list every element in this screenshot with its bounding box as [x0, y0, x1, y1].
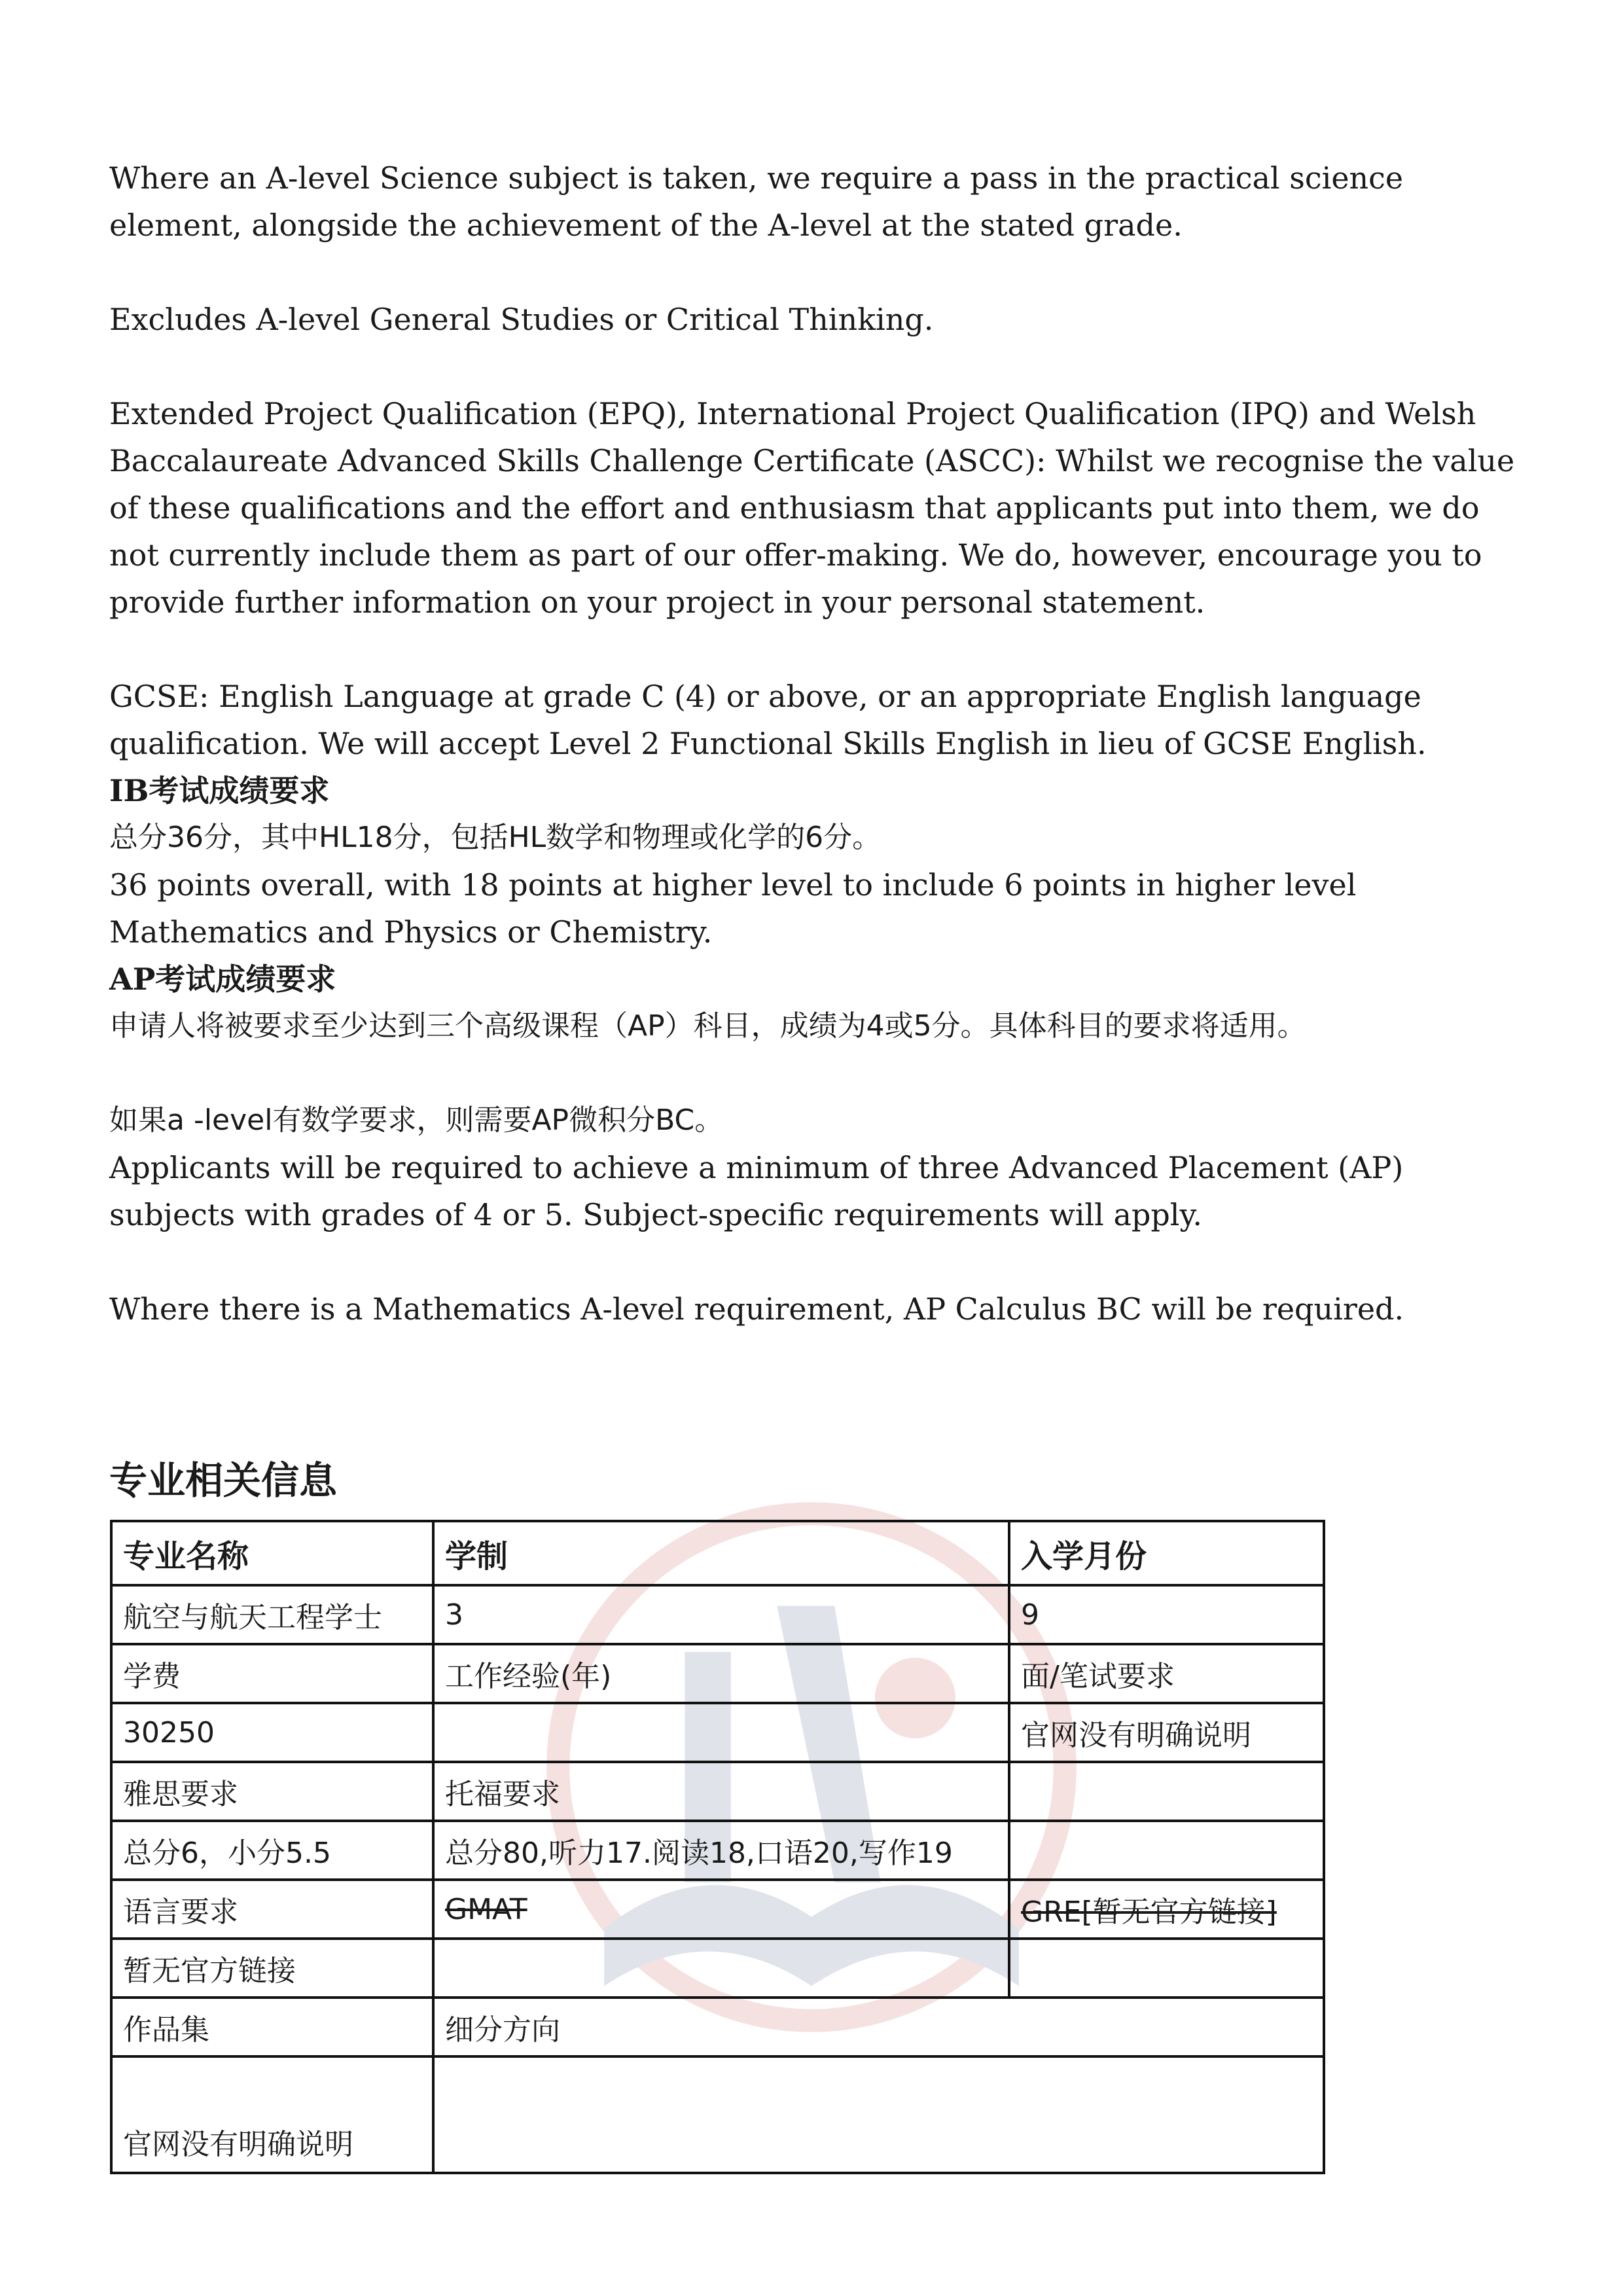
table-row [111, 1821, 1324, 1880]
table-row [111, 1880, 1324, 1939]
paragraph-epq: Extended Project Qualification (EPQ), International Project Qualification (IPQ) and Welsh Baccalaureate Advanced Skills Challenge Certificate (ASCC): Whilst we recognise the value of these qualifications and the effort and enthusiasm that applicants put into them, we do not currently include them as part of our offer-making. We do, however, encourage you to provide further information on your project in your personal statement. [109, 396, 1515, 620]
portfolio-value: 官网没有明确说明 [111, 2056, 433, 2173]
document-body [109, 154, 1523, 1333]
ielts-label: 雅思要求 [111, 1762, 433, 1821]
ap-requirement-en: Applicants will be required to achieve a minimum of three Advanced Placement (AP) subjects with grades of 4 or 5. Subject-specific requirements will apply. [109, 1150, 1404, 1232]
tuition-label: 学费 [111, 1644, 433, 1703]
table-row [111, 1762, 1324, 1821]
ap-heading: AP考试成绩要求 [109, 961, 336, 997]
empty-cell [1009, 1762, 1324, 1821]
paragraph-gcse: GCSE: English Language at grade C (4) or above, or an appropriate English language qualification. We will accept Level 2 Functional Skills English in lieu of GCSE English. [109, 679, 1427, 761]
ib-requirement-en: 36 points overall, with 18 points at higher level to include 6 points in higher level Mathematics and Physics or Chemistry. [109, 867, 1357, 950]
table-row [111, 1939, 1324, 1998]
work-experience-value [433, 1703, 1009, 1762]
gmat-label: GMAT [433, 1880, 1009, 1939]
interview-requirement-value: 官网没有明确说明 [1009, 1703, 1324, 1762]
gre-label: GRE[暂无官方链接] [1009, 1880, 1324, 1939]
ielts-value: 总分6，小分5.5 [111, 1821, 433, 1880]
table-row [111, 1585, 1324, 1644]
language-requirement-value: 暂无官方链接 [111, 1939, 433, 1998]
ib-heading: IB考试成绩要求 [109, 773, 330, 808]
table-row [111, 1998, 1324, 2056]
table-row [111, 2056, 1324, 2173]
duration-value: 3 [433, 1585, 1009, 1644]
paragraph-excludes: Excludes A-level General Studies or Critical Thinking. [109, 302, 934, 337]
header-program-name: 专业名称 [111, 1521, 433, 1585]
paragraph-science-practical: Where an A-level Science subject is taken, we require a pass in the practical science element, alongside the achievement of the A-level at the stated grade. [109, 160, 1404, 243]
work-experience-label: 工作经验(年) [433, 1644, 1009, 1703]
header-duration: 学制 [433, 1521, 1009, 1585]
language-requirement-label: 语言要求 [111, 1880, 433, 1939]
specialization-label: 细分方向 [433, 1998, 1324, 2056]
section-title: 专业相关信息 [109, 1458, 338, 1503]
ap-math-requirement-zh: 如果a -level有数学要求，则需要AP微积分BC。 [109, 1103, 724, 1137]
program-name-value: 航空与航天工程学士 [111, 1585, 433, 1644]
tuition-value: 30250 [111, 1703, 433, 1762]
interview-requirement-label: 面/笔试要求 [1009, 1644, 1324, 1703]
header-intake-month: 入学月份 [1009, 1521, 1324, 1585]
ap-math-requirement-en: Where there is a Mathematics A-level requirement, AP Calculus BC will be required. [109, 1291, 1404, 1327]
gre-value [1009, 1939, 1324, 1998]
specialization-value [433, 2056, 1324, 2173]
ap-requirement-zh: 申请人将被要求至少达到三个高级课程（AP）科目，成绩为4或5分。具体科目的要求将适用。 [109, 1009, 1306, 1043]
table-row [111, 1644, 1324, 1703]
table-row [111, 1703, 1324, 1762]
table-header-row [111, 1521, 1324, 1585]
toefl-value: 总分80,听力17.阅读18,口语20,写作19 [433, 1821, 1009, 1880]
gmat-value [433, 1939, 1009, 1998]
ib-requirement-zh: 总分36分，其中HL18分，包括HL数学和物理或化学的6分。 [109, 821, 882, 854]
intake-month-value: 9 [1009, 1585, 1324, 1644]
empty-cell [1009, 1821, 1324, 1880]
toefl-label: 托福要求 [433, 1762, 1009, 1821]
portfolio-label: 作品集 [111, 1998, 433, 2056]
program-info-table [110, 1520, 1325, 2174]
